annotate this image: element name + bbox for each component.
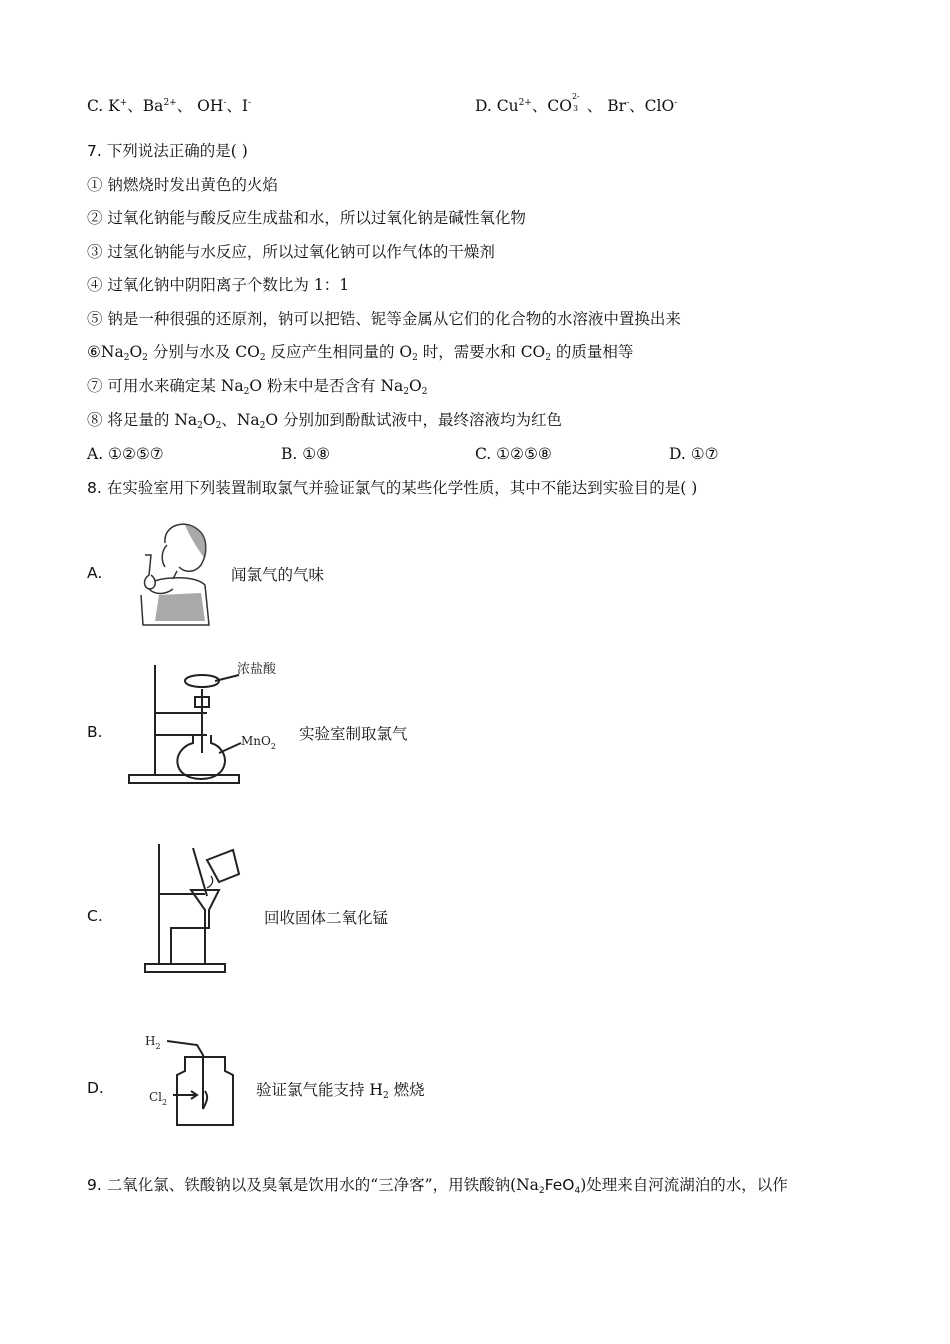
label-conc-hcl: 浓盐酸 bbox=[237, 662, 277, 677]
q8-stem: 8. 在实验室用下列装置制取氯气并验证氯气的某些化学性质，其中不能达到实验目的是( ) bbox=[87, 479, 698, 497]
q8-option-a-letter: A. bbox=[87, 564, 103, 582]
carbonate-charge: 2- bbox=[571, 92, 580, 101]
q7-item-8: ⑧ 将足量的 $Na_2O_2$、$Na_2O$ 分别加到酚酞试液中，最终溶液均为红色 bbox=[87, 411, 563, 431]
q7-stem: 7. 下列说法正确的是( ) bbox=[87, 142, 248, 160]
q9-stem: 9. 二氧化氯、铁酸钠以及臭氧是饮用水的“三净客”，用铁酸钠$(Na_2FeO_4)$处理来自河流湖泊的水，以作 bbox=[87, 1176, 788, 1196]
q6-option-c: C. K+、$Ba^{2+}$、 OH-、I- bbox=[87, 97, 252, 115]
q7-item-2: ② 过氧化钠能与酸反应生成盐和水，所以过氧化钠是碱性氧化物 bbox=[87, 209, 526, 227]
figure-chlorine-generator bbox=[115, 653, 295, 793]
q8-option-b-letter: B. bbox=[87, 723, 103, 741]
q7-option-b: B. ①⑧ bbox=[281, 445, 331, 463]
label-mno2: MnO$_2$ bbox=[241, 734, 276, 751]
q7-option-d: D. ①⑦ bbox=[669, 445, 719, 463]
q7-item-3: ③ 过氢化钠能与水反应，所以过氧化钠可以作气体的干燥剂 bbox=[87, 243, 495, 261]
q7-item-6: $⑥Na_2O_2$ 分别与水及 $CO_2$ 反应产生相同量的 $O_2$ 时，需要水和 $CO_2$ 的质量相等 bbox=[87, 343, 634, 363]
q8-option-a-desc: 闻氯气的气味 bbox=[231, 566, 325, 584]
q7-option-c: C. ①②⑤⑧ bbox=[475, 445, 552, 463]
q8-option-d-desc: 验证氯气能支持 $H_2$ 燃烧 bbox=[256, 1081, 425, 1101]
carbonate-subscript: 3 bbox=[572, 104, 579, 113]
q8-option-c-desc: 回收固体二氧化锰 bbox=[264, 909, 389, 927]
q7-option-a: A. ①②⑤⑦ bbox=[87, 445, 164, 463]
q8-option-c-letter: C. bbox=[87, 907, 103, 925]
q8-option-b-desc: 实验室制取氯气 bbox=[299, 725, 408, 743]
label-cl2: $Cl_2$ bbox=[149, 1090, 168, 1107]
q7-item-7: ⑦ 可用水来确定某 $Na_2O$ 粉末中是否含有 $Na_2O_2$ bbox=[87, 377, 428, 397]
q6-option-d: D. $Cu^{2+}$、CO 2- 3 、 Br-、ClO- bbox=[475, 93, 677, 116]
q8-option-d-letter: D. bbox=[87, 1079, 104, 1097]
label-h2: $H_2$ bbox=[145, 1034, 161, 1051]
figure-smelling-gas bbox=[125, 515, 231, 631]
q7-item-4: ④ 过氧化钠中阴阳离子个数比为 1：1 bbox=[87, 276, 350, 294]
figure-filtration bbox=[115, 838, 255, 978]
q7-item-1: ① 钠燃烧时发出黄色的火焰 bbox=[87, 176, 278, 194]
q7-item-5: ⑤ 钠是一种很强的还原剂，钠可以把锆、铌等金属从它们的化合物的水溶液中置换出来 bbox=[87, 310, 681, 328]
figure-hydrogen-burning bbox=[115, 1015, 245, 1135]
